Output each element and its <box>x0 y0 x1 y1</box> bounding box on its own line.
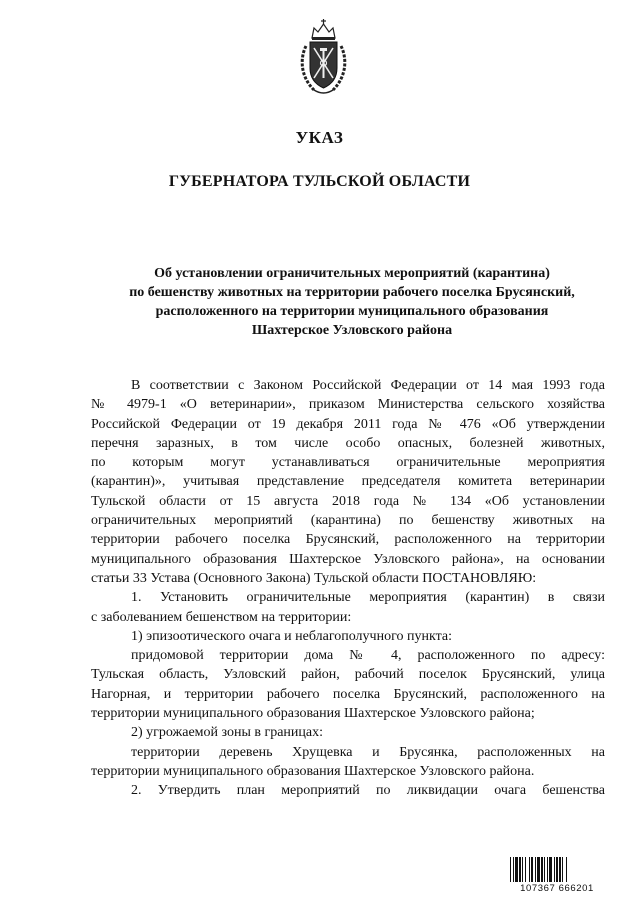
text-line: 2. Утвердить план мероприятий по ликвидации очага бешенства <box>131 783 605 799</box>
text-line: 2) угрожаемой зоны в границах: <box>131 725 324 741</box>
subject-line: Об установлении ограничительных мероприятий (карантина) <box>154 266 550 281</box>
text-line: В соответствии с Законом Российской Федерации от 14 мая 1993 года <box>131 378 605 393</box>
text-line: Тульской области от 15 августа 2018 года № 134 «Об установлении <box>91 493 605 509</box>
text-line: территории муниципального образования Шахтерское Узловского района; <box>91 706 535 722</box>
text-line: ограничительных мероприятий (карантина) по бешенству животных на <box>91 513 605 529</box>
document-title: УКАЗ <box>295 128 344 147</box>
decree-subject <box>100 264 604 340</box>
subitem-2-text <box>91 743 605 782</box>
text-line: перечня заразных, в том числе особо опасных, болезней животных, <box>91 435 605 451</box>
text-line: территории муниципального образования Шахтерское Узловского района. <box>91 763 535 779</box>
preamble-paragraph <box>91 376 605 588</box>
item-2-paragraph <box>91 781 605 800</box>
subject-line: Шахтерское Узловского района <box>251 323 453 338</box>
text-line: Нагорная, и территории рабочего поселка Брусянский, расположенного на <box>91 686 605 702</box>
text-line: территории рабочего поселка Брусянский, расположенного на территории <box>91 532 605 548</box>
subitem-2-heading <box>91 723 605 742</box>
text-line: по которым могут устанавливаться ограничительные мероприятия <box>91 455 605 471</box>
text-line: Российской Федерации от 19 декабря 2011 года № 476 «Об утверждении <box>91 416 605 432</box>
text-line: территории деревень Хрущевка и Брусянка, расположенных на <box>131 744 605 760</box>
subitem-1-text <box>91 646 605 723</box>
subitem-1-heading <box>91 627 605 646</box>
subject-line: по бешенству животных на территории рабочего поселка Брусянский, <box>129 285 575 300</box>
text-line: 1. Установить ограничительные мероприятия (карантин) в связи <box>131 590 605 606</box>
subject-line: расположенного на территории муниципального образования <box>155 304 549 319</box>
coat-of-arms-emblem <box>296 18 351 98</box>
text-line: муниципального образования Шахтерское Узловского района», на основании <box>91 551 605 567</box>
text-line: № 4979-1 «О ветеринарии», приказом Министерства сельского хозяйства <box>91 397 605 413</box>
barcode-number: 107367 666201 <box>520 883 594 894</box>
item-1-paragraph <box>91 588 605 627</box>
text-line: Тульская область, Узловский район, рабочий поселок Брусянский, улица <box>91 667 605 683</box>
document-subtitle: ГУБЕРНАТОРА ТУЛЬСКОЙ ОБЛАСТИ <box>168 173 471 190</box>
text-line: (карантин)», учитывая представление председателя комитета ветеринарии <box>91 474 605 490</box>
decree-body <box>91 376 605 801</box>
text-line: 1) эпизоотического очага и неблагополучного пункта: <box>131 628 452 644</box>
text-line: статьи 33 Устава (Основного Закона) Тульской области ПОСТАНОВЛЯЮ: <box>91 570 537 586</box>
text-line: придомовой территории дома № 4, расположенного по адресу: <box>131 648 605 664</box>
text-line: с заболеванием бешенством на территории: <box>91 609 352 625</box>
